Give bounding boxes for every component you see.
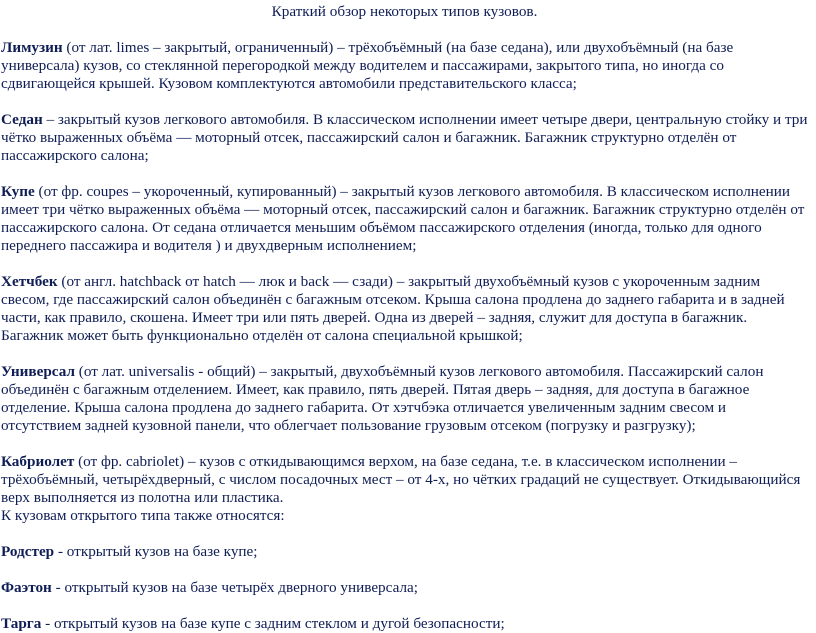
entry-limousine bbox=[1, 39, 808, 93]
term-sedan: Седан bbox=[1, 111, 43, 128]
definition-phaeton: - открытый кузов на базе четырёх дверного универсала; bbox=[51, 579, 418, 596]
definition-cabriolet: (от фр. cabriolet) – кузов с откидывающимся верхом, на базе седана, т.е. в классическом исполнении – трёхобъёмный, четырёхдверный, с числом посадочных мест – от 4-х, но чётких градаций не существует. Откидывающийся верх выполняется из полотна или пластика. bbox=[1, 453, 801, 506]
paragraph-gap bbox=[1, 255, 808, 273]
definition-roadster: - открытый кузов на базе купе; bbox=[54, 543, 258, 560]
paragraph-gap bbox=[1, 561, 808, 579]
term-cabriolet: Кабриолет bbox=[1, 453, 75, 470]
entry-coupe bbox=[1, 183, 808, 255]
term-coupe: Купе bbox=[1, 183, 35, 200]
entry-hatchback bbox=[1, 273, 808, 345]
term-wagon: Универсал bbox=[1, 363, 75, 380]
definition-hatchback: (от англ. hatchback от hatch — люк и back — сзади) – закрытый двухобъёмный кузов с укороченным задним свесом, где пассажирский салон объединён с багажным отсеком. Крыша салона продлена до заднего габарита и в задней части, как правило, скошена. Имеет три или пять дверей. Одна из дверей – задняя, служит для доступа в багажник. Багажник может быть функционально отделён от салона специальной крышкой; bbox=[1, 273, 785, 344]
entry-roadster bbox=[1, 543, 808, 561]
entry-targa bbox=[1, 615, 808, 633]
term-targa: Тарга bbox=[1, 615, 42, 632]
term-hatchback: Хетчбек bbox=[1, 273, 58, 290]
entry-cabriolet bbox=[1, 453, 808, 507]
entry-phaeton bbox=[1, 579, 808, 597]
definition-limousine: (от лат. limes – закрытый, ограниченный) – трёхобъёмный (на базе седана), или двухобъёмный (на базе универсала) кузов, со стеклянной перегородкой между водителем и пассажирами, закрытого типа, но иногда со сдвигающейся крышей. Кузовом комплектуются автомобили представительского класса; bbox=[1, 39, 734, 92]
paragraph-gap bbox=[1, 435, 808, 453]
term-phaeton: Фаэтон bbox=[1, 579, 52, 596]
definition-sedan: – закрытый кузов легкового автомобиля. В классическом исполнении имеет четыре двери, центральную стойку и три чётко выраженных объёма — моторный отсек, пассажирский салон и багажник. Багажник структурно отделён от пассажирского салона; bbox=[1, 111, 808, 164]
paragraph-gap bbox=[1, 597, 808, 615]
entry-wagon bbox=[1, 363, 808, 435]
paragraph-gap bbox=[1, 93, 808, 111]
term-roadster: Родстер bbox=[1, 543, 55, 560]
paragraph-gap bbox=[1, 525, 808, 543]
entry-sedan bbox=[1, 111, 808, 165]
definition-wagon: (от лат. universalis - общий) – закрытый, двухобъёмный кузов легкового автомобиля. Пассажирский салон объединён с багажным отделением. Имеет, как правило, пять дверей. Пятая дверь – задняя, для доступа в багажное отделение. Крыша салона продлена до заднего габарита. От хэтчбэка отличается увеличенным задним свесом и отсутствием задней кузовной панели, что облегчает пользование грузовым отсеком (погрузку и разгрузку); bbox=[1, 363, 764, 434]
open-types-intro: К кузовам открытого типа также относятся: bbox=[1, 507, 285, 524]
definition-coupe: (от фр. coupes – укороченный, купированный) – закрытый кузов легкового автомобиля. В классическом исполнении имеет три чётко выраженных объёма — моторный отсек, пассажирский салон и багажник. Багажник структурно отделён от пассажирского салона. От седана отличается меньшим объёмом пассажирского отделения (иногда, только для одного переднего пассажира и водителя ) и двухдверным исполнением; bbox=[1, 183, 805, 254]
definition-targa: - открытый кузов на базе купе с задним стеклом и дугой безопасности; bbox=[41, 615, 505, 632]
paragraph-gap bbox=[1, 345, 808, 363]
paragraph-gap bbox=[1, 165, 808, 183]
document-title: Краткий обзор некоторых типов кузовов. bbox=[271, 3, 538, 20]
term-limousine: Лимузин bbox=[1, 39, 63, 56]
